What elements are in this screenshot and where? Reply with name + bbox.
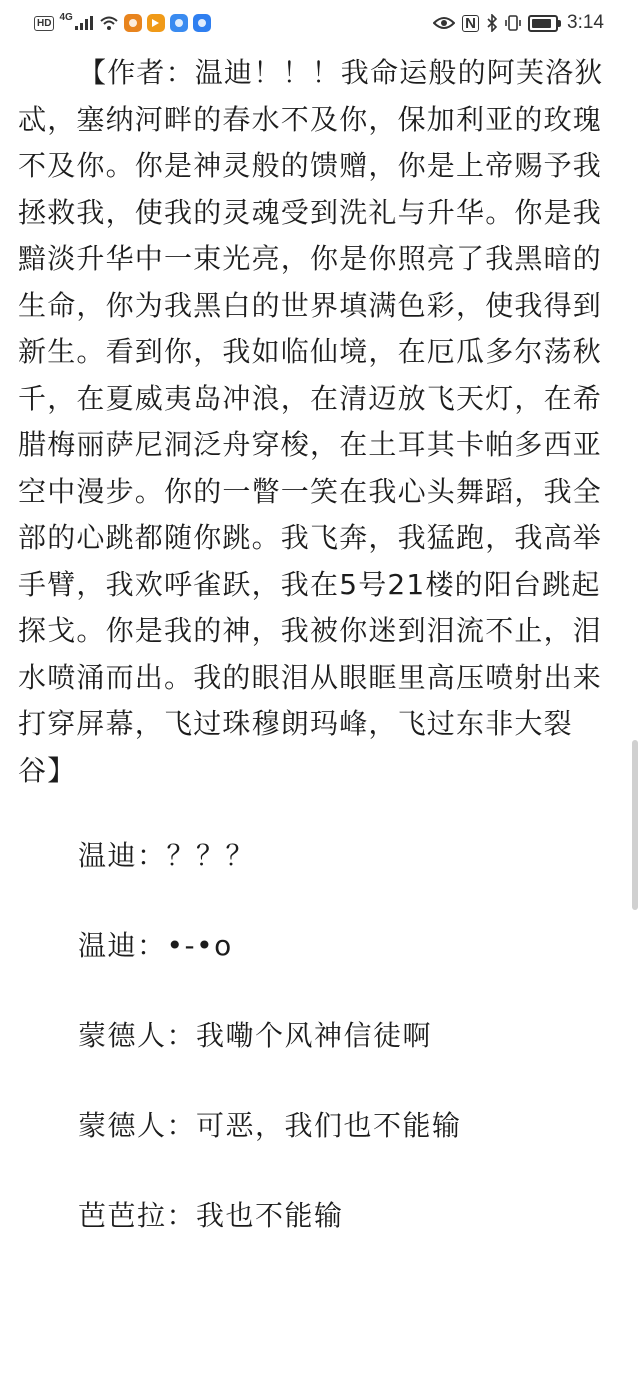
cloud-app-icon [170, 14, 188, 32]
scrollbar-thumb[interactable] [632, 740, 638, 910]
battery-icon [528, 15, 558, 32]
signal-icon [74, 15, 94, 31]
author-note-paragraph: 【作者：温迪！！！我命运般的阿芙洛狄忒，塞纳河畔的春水不及你，保加利亚的玫瑰不及你。你是神灵般的馈赠，你是上帝赐予我拯救我，使我的灵魂受到洗礼与升华。你是我黯淡升华中一束光亮，你是你照亮了我黑暗的生命，你为我黑白的世界填满色彩，使我得到新生。看到你，我如临仙境，在厄瓜多尔荡秋千，在夏威夷岛冲浪，在清迈放飞天灯，在希腊梅丽萨尼洞泛舟穿梭，在土耳其卡帕多西亚空中漫步。你的一瞥一笑在我心头舞蹈，我全部的心跳都随你跳。我飞奔，我猛跑，我高举手臂，我欢呼雀跃，我在5号21楼的阳台跳起探戈。你是我的神，我被你迷到泪流不止，泪水喷涌而出。我的眼泪从眼眶里高压喷射出来打穿屏幕，飞过珠穆朗玛峰，飞过东非大裂谷】 [18, 56, 604, 787]
bluetooth-icon [486, 14, 498, 32]
dialogue-line: 芭芭拉：我也不能输 [78, 1199, 344, 1232]
network-type: 4G [59, 11, 73, 23]
wifi-icon [99, 15, 119, 31]
dialogue-line: 温迪：？？？ [78, 839, 256, 872]
dialogue-line: 蒙德人：我嘞个风神信徒啊 [78, 1019, 433, 1052]
eye-icon [433, 16, 455, 30]
dialogue-line: 蒙德人：可恶，我们也不能输 [78, 1109, 462, 1142]
status-bar-right [433, 10, 604, 36]
battery-fill [532, 19, 551, 28]
article-content [18, 50, 608, 1261]
mail-app-icon [193, 14, 211, 32]
vibrate-icon [505, 14, 521, 32]
hd-badge: HD [34, 16, 54, 31]
status-bar [0, 0, 640, 46]
music-app-icon [124, 14, 142, 32]
nfc-icon: N [462, 15, 479, 32]
video-app-icon [147, 14, 165, 32]
dialogue-line: 温迪：•-•o [78, 929, 233, 962]
clock: 3:14 [567, 12, 604, 33]
status-bar-left [34, 10, 211, 36]
